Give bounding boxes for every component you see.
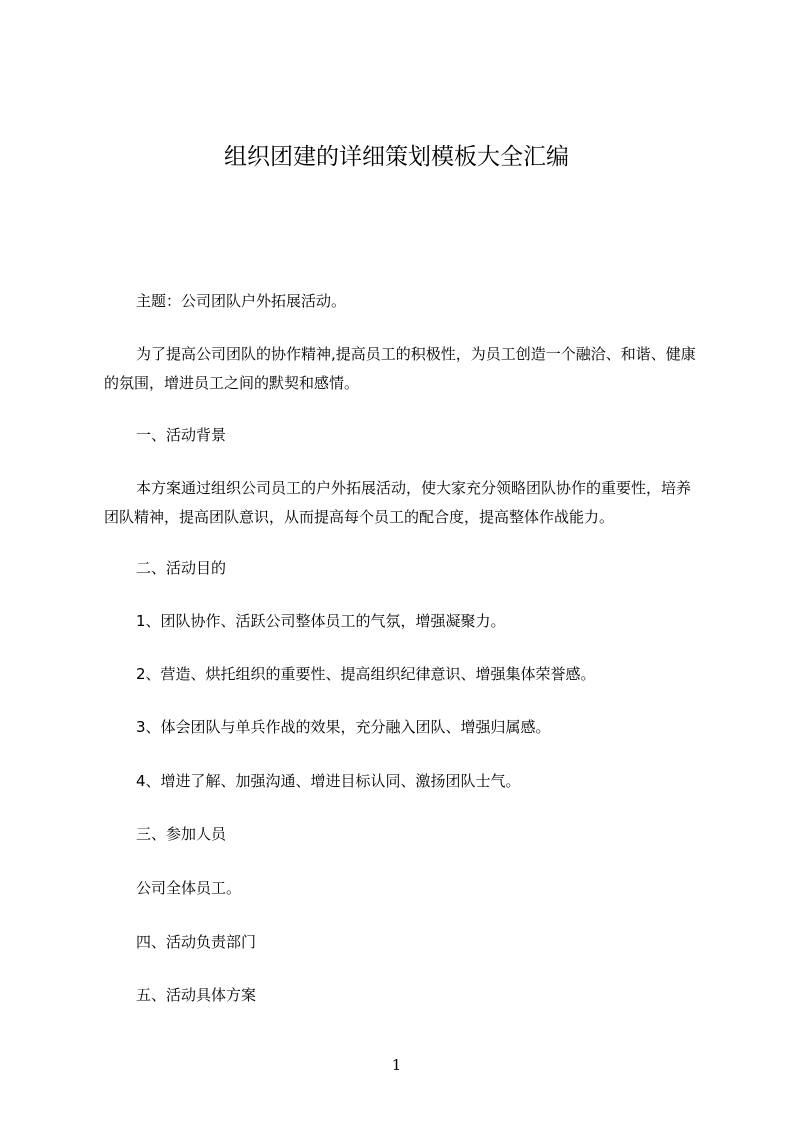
- intro-paragraph: 为了提高公司团队的协作精神,提高员工的积极性，为员工创造一个融洽、和谐、健康的氛围，增进员工之间的默契和感情。: [104, 345, 696, 392]
- section-heading-participants: 三、参加人员: [136, 825, 227, 843]
- participants-text: 公司全体员工。: [136, 879, 242, 897]
- background-paragraph: 本方案通过组织公司员工的户外拓展活动，使大家充分领略团队协作的重要性，培养团队精神，提高团队意识，从而提高每个员工的配合度，提高整体作战能力。: [104, 479, 692, 526]
- goal-item: 3、体会团队与单兵作战的效果，充分融入团队、增强归属感。: [136, 718, 551, 736]
- page-number: 1: [391, 1056, 402, 1074]
- section-heading-department: 四、活动负责部门: [136, 933, 257, 951]
- section-heading-purpose: 二、活动目的: [136, 559, 227, 577]
- section-heading-plan: 五、活动具体方案: [136, 986, 257, 1004]
- section-heading-background: 一、活动背景: [136, 426, 227, 444]
- goal-item: 4、增进了解、加强沟通、增进目标认同、激扬团队士气。: [136, 772, 521, 790]
- goal-item: 2、营造、烘托组织的重要性、提高组织纪律意识、增强集体荣誉感。: [136, 665, 596, 683]
- subject-line: 主题：公司团队户外拓展活动。: [136, 292, 347, 310]
- document-title: 组织团建的详细策划模板大全汇编: [224, 144, 569, 170]
- goal-item: 1、团队协作、活跃公司整体员工的气氛，增强凝聚力。: [136, 612, 506, 630]
